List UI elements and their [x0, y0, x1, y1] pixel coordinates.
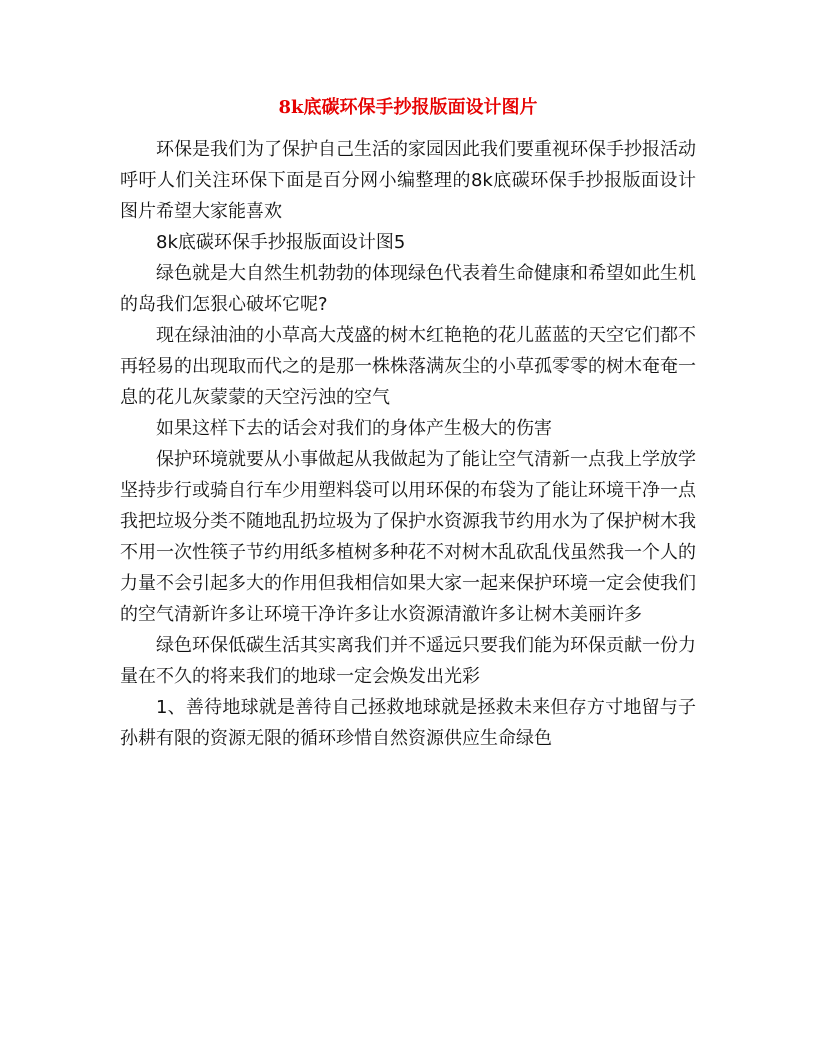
- document-body: [120, 134, 696, 754]
- paragraph-green-nature: 绿色就是大自然生机勃勃的体现绿色代表着生命健康和希望如此生机的岛我们怎狠心破坏它呢?: [120, 263, 696, 315]
- paragraph-image-caption: 8k底碳环保手抄报版面设计图5: [156, 232, 406, 253]
- paragraph-current-state: 现在绿油油的小草高大茂盛的树木红艳艳的花儿蓝蓝的天空它们都不再轻易的出现取而代之的是那一株株落满灰尘的小草孤零零的树木奄奄一息的花儿灰蒙蒙的天空污浊的空气: [120, 325, 696, 408]
- paragraph-low-carbon-life: 绿色环保低碳生活其实离我们并不遥远只要我们能为环保贡献一份力量在不久的将来我们的地球一定会焕发出光彩: [120, 635, 696, 687]
- paragraph-protect-environment: 保护环境就要从小事做起从我做起为了能让空气清新一点我上学放学坚持步行或骑自行车少用塑料袋可以用环保的布袋为了能让环境干净一点我把垃圾分类不随地乱扔垃圾为了保护水资源我节约用水为了保护树木我不用一次性筷子节约用纸多植树多种花不对树木乱砍乱伐虽然我一个人的力量不会引起多大的作用但我相信如果大家一起来保护环境一定会使我们的空气清新许多让环境干净许多让水资源清澈许多让树木美丽许多: [120, 449, 696, 625]
- paragraph-intro: 环保是我们为了保护自己生活的家园因此我们要重视环保手抄报活动呼吁人们关注环保下面是百分网小编整理的8k底碳环保手抄报版面设计图片希望大家能喜欢: [120, 139, 696, 222]
- paragraph-slogan-1: 1、善待地球就是善待自己拯救地球就是拯救未来但存方寸地留与子孙耕有限的资源无限的循环珍惜自然资源供应生命绿色: [120, 697, 696, 749]
- paragraph-harm: 如果这样下去的话会对我们的身体产生极大的伤害: [156, 418, 552, 439]
- document-title: 8k底碳环保手抄报版面设计图片: [278, 97, 538, 118]
